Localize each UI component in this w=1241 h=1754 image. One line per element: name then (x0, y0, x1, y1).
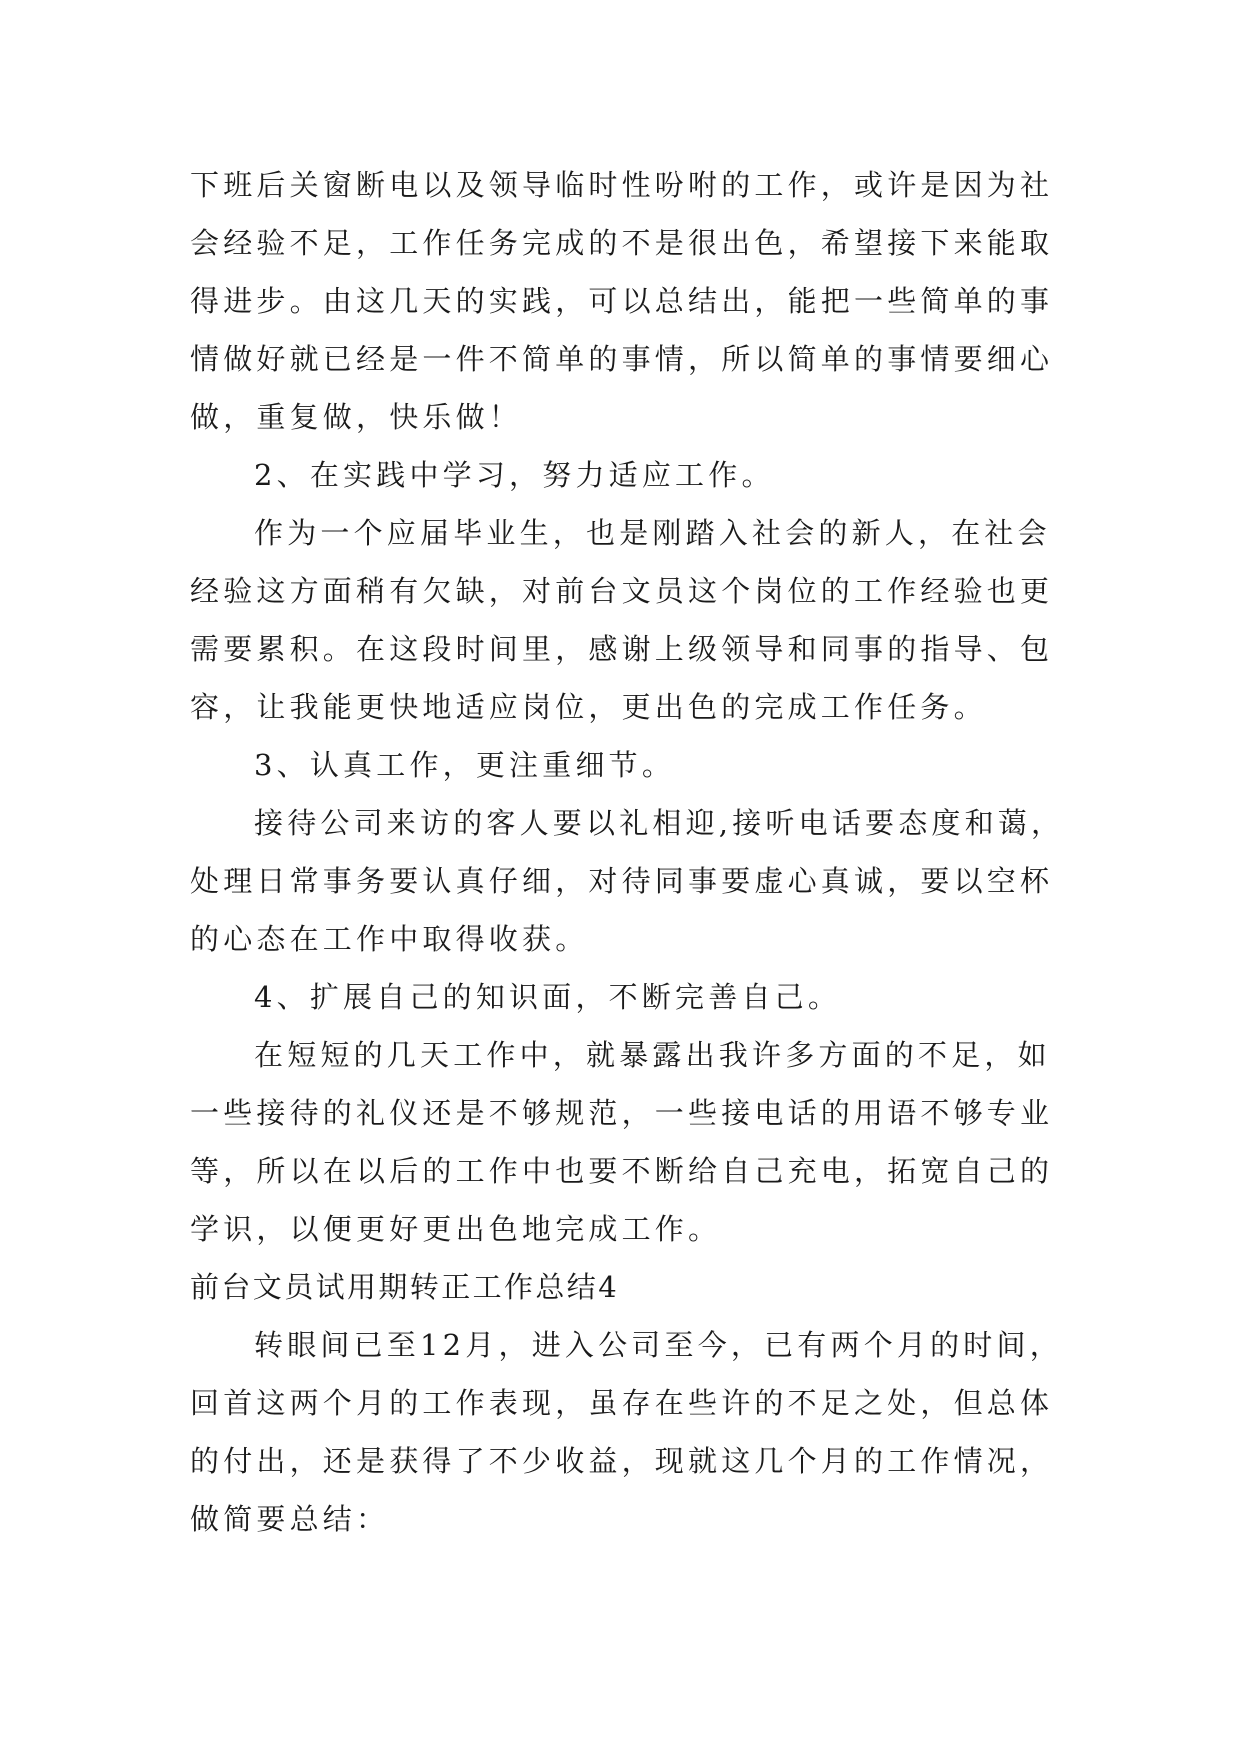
paragraph-start: 在短短的几天工作中，就暴露出我许多方面的不足，如 (254, 1038, 1051, 1072)
text-line: 学识，以便更好更出色地完成工作。 (190, 1212, 722, 1246)
text-line: 回首这两个月的工作表现，虽存在些许的不足之处，但总体 (190, 1386, 1054, 1420)
text-line: 得进步。由这几天的实践，可以总结出，能把一些简单的事 (190, 284, 1054, 318)
document-title: 前台文员试用期转正工作总结4 (190, 1270, 620, 1304)
text-line: 需要累积。在这段时间里，感谢上级领导和同事的指导、包 (190, 632, 1054, 666)
section-heading-2: 2、在实践中学习，努力适应工作。 (254, 458, 775, 492)
text-line: 等，所以在以后的工作中也要不断给自己充电，拓宽自己的 (190, 1154, 1054, 1188)
text-line: 情做好就已经是一件不简单的事情，所以简单的事情要细心 (190, 342, 1054, 376)
text-line: 下班后关窗断电以及领导临时性吩咐的工作，或许是因为社 (190, 168, 1054, 202)
paragraph-start: 接待公司来访的客人要以礼相迎,接听电话要态度和蔼， (254, 806, 1065, 840)
text-line: 的心态在工作中取得收获。 (190, 922, 589, 956)
text-line: 处理日常事务要认真仔细，对待同事要虚心真诚，要以空杯 (190, 864, 1054, 898)
text-line: 经验这方面稍有欠缺，对前台文员这个岗位的工作经验也更 (190, 574, 1054, 608)
text-line: 一些接待的礼仪还是不够规范，一些接电话的用语不够专业 (190, 1096, 1054, 1130)
text-line: 会经验不足，工作任务完成的不是很出色，希望接下来能取 (190, 226, 1054, 260)
text-line: 容，让我能更快地适应岗位，更出色的完成工作任务。 (190, 690, 987, 724)
document-body (190, 156, 1065, 1548)
section-heading-3: 3、认真工作，更注重细节。 (254, 748, 676, 782)
section-heading-4: 4、扩展自己的知识面，不断完善自己。 (254, 980, 842, 1014)
paragraph-start: 作为一个应届毕业生，也是刚踏入社会的新人，在社会 (254, 516, 1051, 550)
paragraph-start: 转眼间已至12月，进入公司至今，已有两个月的时间， (254, 1328, 1063, 1362)
text-line: 做，重复做，快乐做！ (190, 400, 523, 434)
text-line: 做简要总结： (190, 1502, 390, 1536)
text-line: 的付出，还是获得了不少收益，现就这几个月的工作情况， (190, 1444, 1054, 1478)
